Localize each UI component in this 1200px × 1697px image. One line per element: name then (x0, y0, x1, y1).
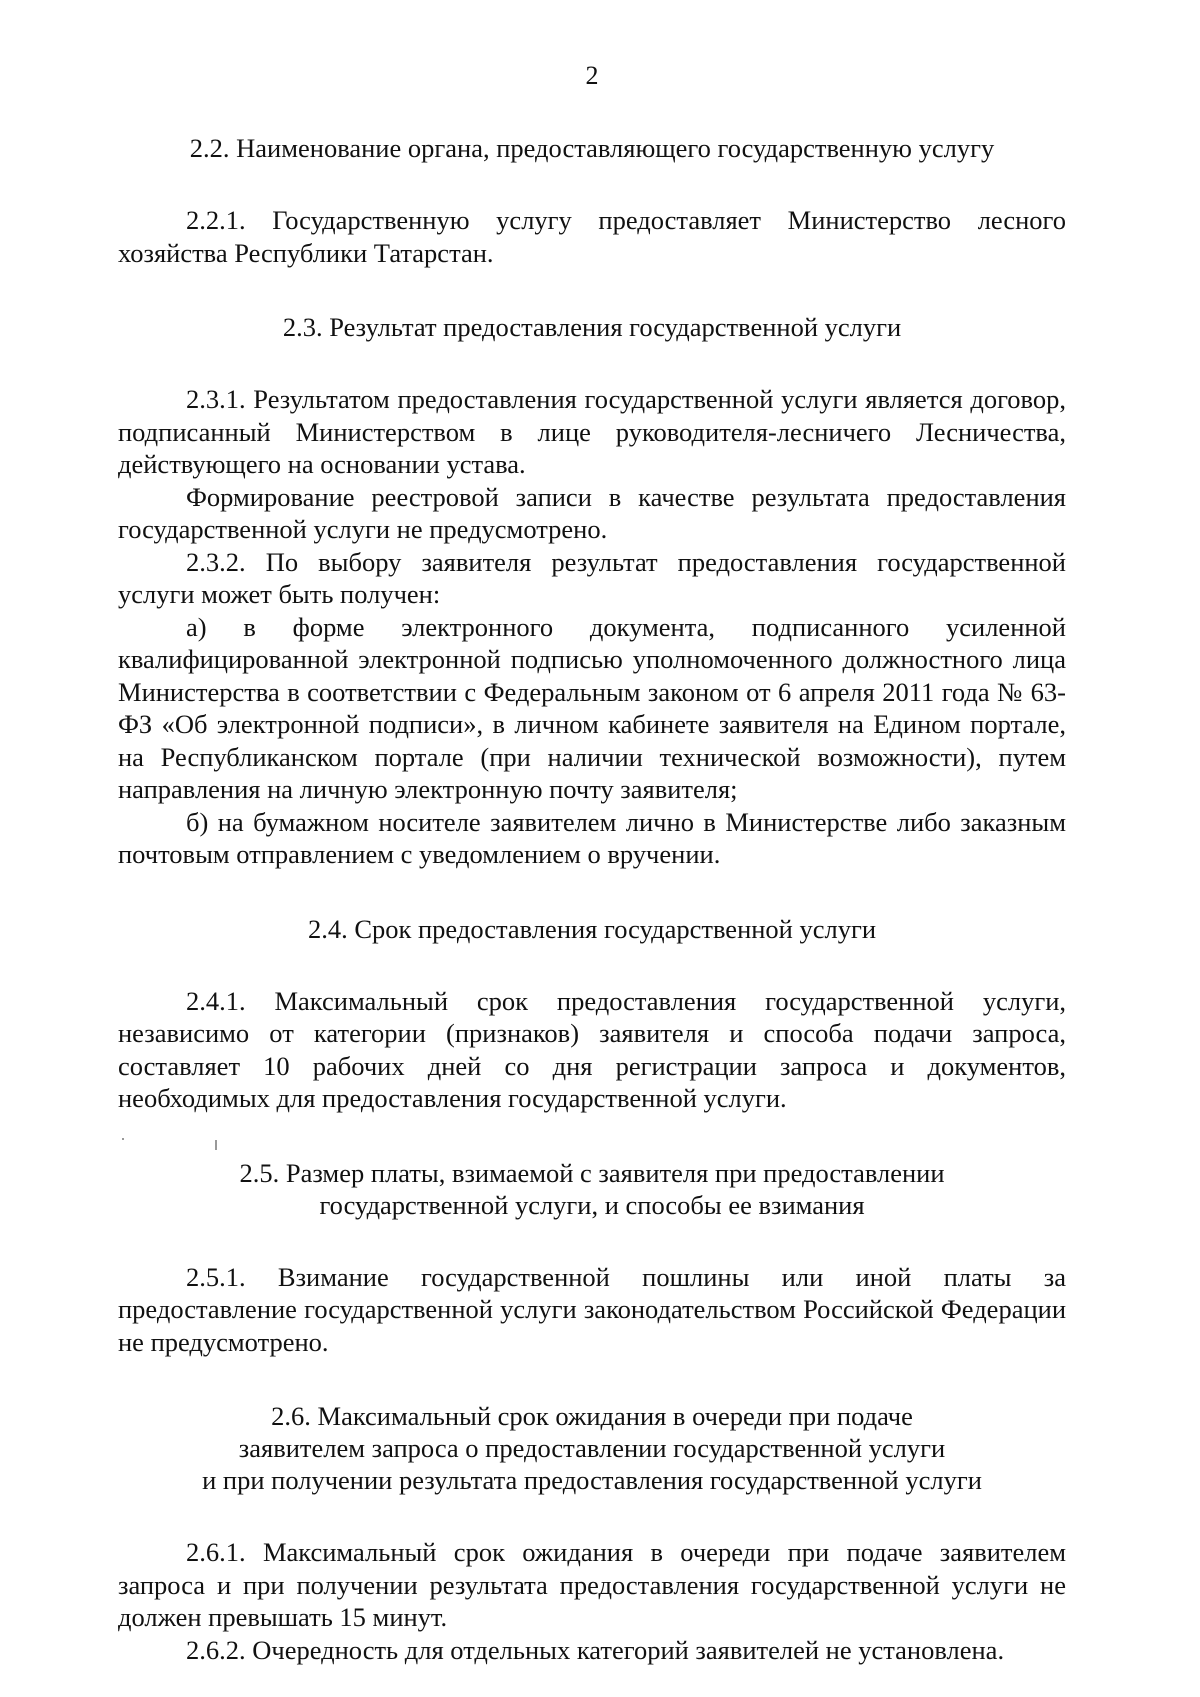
paragraph-2-6-2: 2.6.2. Очередность для отдельных категорий заявителей не установлена. (186, 1634, 1005, 1665)
section-heading-2-5-line2: государственной услуги, и способы ее взимания (319, 1189, 865, 1220)
page-body (118, 60, 1066, 1666)
section-heading-2-6-line3: и при получении результата предоставления государственной услуги (202, 1465, 982, 1495)
paragraph-2-2-1: 2.2.1. Государственную услугу предоставляет Министерство лесного хозяйства Республики Татарстан. (118, 205, 1066, 268)
section-heading-2-3: 2.3. Результат предоставления государственной услуги (282, 312, 902, 342)
paragraph-2-3-2-a: а) в форме электронного документа, подписанного усиленной квалифицированной электронной подписью уполномоченного должностного лица Министерства в соответствии с Федеральным законом от 6 апреля 2011 года № 63-ФЗ «Об электронной подписи», в личном кабинете заявителя на Едином портале, на Республиканском портале (при наличии технической возможности), путем направления на личную электронную почту заявителя; (118, 611, 1066, 804)
section-heading-2-5-line1: 2.5. Размер платы, взимаемой с заявителя при предоставлении (239, 1157, 945, 1188)
paragraph-2-6-1: 2.6.1. Максимальный срок ожидания в очереди при подаче заявителем запроса и при получении результата предоставления государственной услуги не должен превышать 15 минут. (118, 1537, 1066, 1632)
section-heading-2-4: 2.4. Срок предоставления государственной услуги (307, 913, 877, 944)
paragraph-2-3-2: 2.3.2. По выбору заявителя результат предоставления государственной услуги может быть получен: (118, 546, 1066, 609)
section-heading-2-5 (118, 1157, 1066, 1221)
paragraph-2-4-1: 2.4.1. Максимальный срок предоставления государственной услуги, независимо от категории (признаков) заявителя и способа подачи запроса, составляет 10 рабочих дней со дня регистрации запроса и документов, необходимых для предоставления государственной услуги. (118, 985, 1066, 1113)
scan-speck (122, 1138, 124, 1140)
page-number: 2 (585, 61, 599, 90)
paragraph-2-3-1-registry: Формирование реестровой записи в качестве результата предоставления государственной услуги не предусмотрено. (118, 481, 1066, 544)
section-heading-2-6-line1: 2.6. Максимальный срок ожидания в очереди при подаче (271, 1401, 913, 1431)
paragraph-2-3-2-b: б) на бумажном носителе заявителем лично в Министерстве либо заказным почтовым отправлением с уведомлением о вручении. (118, 806, 1066, 869)
paragraph-2-5-1: 2.5.1. Взимание государственной пошлины или иной платы за предоставление государственной услуги законодательством Российской Федерации не предусмотрено. (118, 1261, 1066, 1357)
paragraph-2-3-1: 2.3.1. Результатом предоставления государственной услуги является договор, подписанный Министерством в лице руководителя-лесничего Лесничества, действующего на основании устава. (118, 384, 1066, 479)
section-heading-2-6-line2: заявителем запроса о предоставлении государственной услуги (238, 1433, 946, 1463)
scan-speck (215, 1140, 217, 1150)
section-heading-2-2: 2.2. Наименование органа, предоставляющего государственную услугу (189, 133, 995, 163)
section-heading-2-6 (118, 1400, 1066, 1496)
